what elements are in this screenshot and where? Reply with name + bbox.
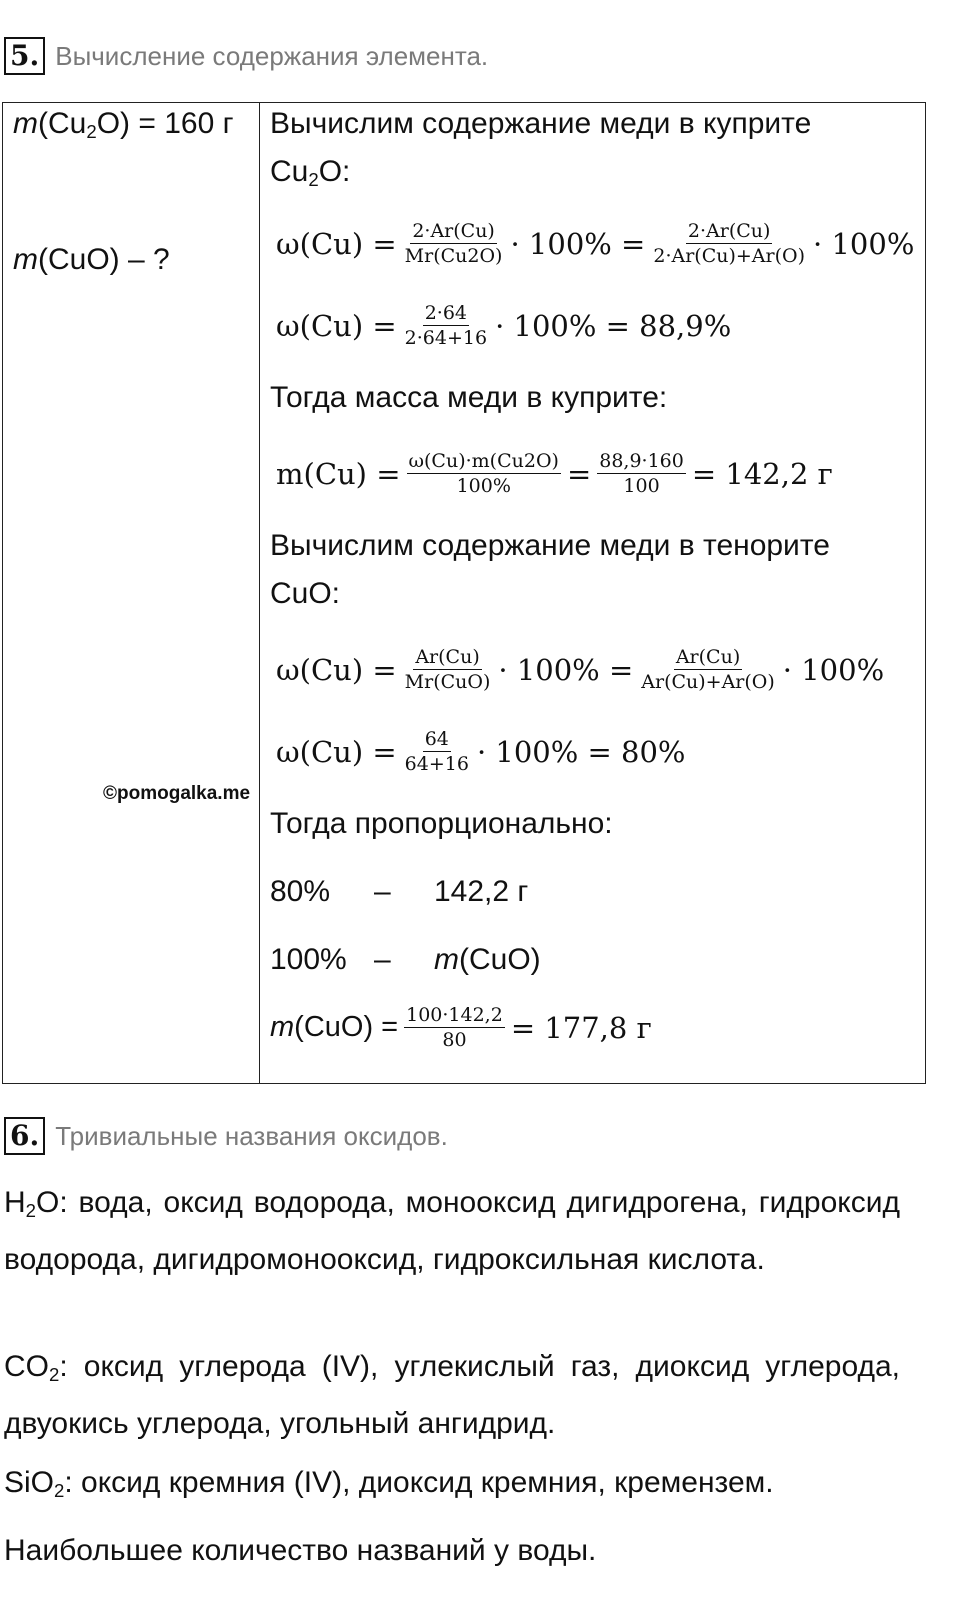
formula-mass-cuo: m (CuO) = $\frac{100\cdot 142,2}{80}$ = 177,8 г	[270, 1004, 652, 1051]
paragraph-conclusion: Наибольшее количество названий у воды.	[4, 1534, 597, 1567]
text-tenorite-line2: CuO:	[270, 577, 341, 610]
text-cuprite-line1: Вычислим содержание меди в куприте	[270, 107, 812, 140]
formula-omega-tenorite-general: ω(Cu) = $\frac{Ar(Cu)}{\text{Mr(CuO)}}$ · 100% = $\frac{Ar(Cu)}{Ar(Cu)+Ar(O)}$ · 100%	[276, 646, 885, 693]
text-mass-in-cuprite: Тогда масса меди в куприте:	[270, 381, 668, 414]
formula-omega-cuprite-value: ω(Cu) = $\frac{2\cdot 64}{2\cdot 64+16}$ · 100% = 88,9%	[276, 302, 732, 349]
unknown-mass-cuo: m(CuO) – ?	[13, 243, 170, 276]
formula-omega-cuprite-general: ω(Cu) = $\frac{2\cdot Ar(Cu)}{Mr(Cu2O)}$ · 100% = $\frac{2\cdot Ar(Cu)}{2\cdot Ar(Cu)+Ar(O)}$ · 100%	[276, 220, 915, 267]
task-5-header	[4, 36, 488, 76]
task-number: 5.	[4, 37, 45, 75]
given-column	[3, 103, 260, 1084]
formula-omega-tenorite-value: ω(Cu) = $\frac{64}{64+16}$ · 100% = 80%	[276, 728, 686, 775]
task-title: Вычисление содержания элемента.	[55, 40, 489, 71]
task-6-header	[4, 1116, 448, 1156]
task-title: Тривиальные названия оксидов.	[55, 1120, 448, 1151]
solution-table	[2, 102, 926, 1084]
given-mass-cu2o: $m(Cu_2O) = 160$ г	[13, 107, 234, 143]
watermark: ©pomogalka.me	[103, 783, 251, 804]
paragraph-co2: $CO_2$: оксид углерода (IV), углекислый газ, диоксид углерода, двуокись углерода, угольный ангидрид.	[4, 1350, 900, 1441]
paragraph-water: $H_2O$: вода, оксид водорода, монооксид дигидрогена, гидроксид водорода, дигидромонооксид, гидроксильная кислота.	[4, 1186, 900, 1277]
task-number: 6.	[4, 1117, 45, 1155]
paragraph-sio2: SiO$_2$: оксид кремния (IV), диоксид кремния, кремензем.	[4, 1466, 774, 1502]
work-column: Вычислим содержание меди в куприте $Cu_2O$: ω(Cu) = $\frac{2\cdot Ar(Cu)}{Mr(Cu2O)}$ · 100% = $\frac{2\cdot Ar(Cu)}{2\cdot Ar(Cu)+Ar(O)}$ · 100% ω(Cu) = $\frac{2\cdot 64}{2\cdot 64+16}$ · 100% = 88,9% Тогда масса меди в куприте: m(Cu) = $\frac{\omega(Cu)\cdot m(Cu2O)}{100\%}$ = $\frac{88,9\cdot 160}{100}$ = 142,2 г Вычислим содержание меди в тенорите CuO: ω(Cu) = $\frac{Ar(Cu)}{\text{Mr(CuO)}}$ · 100% = $\frac{Ar(Cu)}{Ar(Cu)+Ar(O)}$ · 100% ω(Cu) = $\frac{64}{64+16}$ · 100% = 80% Тогда пропорционально: 80% – 142,2 г 100% – m(CuO) m (CuO) = $\frac{100\cdot 142,2}{80}$ = 177,8 г	[260, 103, 926, 1084]
text-proportion: Тогда пропорционально:	[270, 807, 613, 840]
text-cuprite-line2: $Cu_2O$:	[270, 155, 351, 191]
formula-mass-cu: m(Cu) = $\frac{\omega(Cu)\cdot m(Cu2O)}{100\%}$ = $\frac{88,9\cdot 160}{100}$ = 142,2 г	[276, 450, 833, 497]
text-tenorite-line1: Вычислим содержание меди в тенорите	[270, 529, 830, 562]
